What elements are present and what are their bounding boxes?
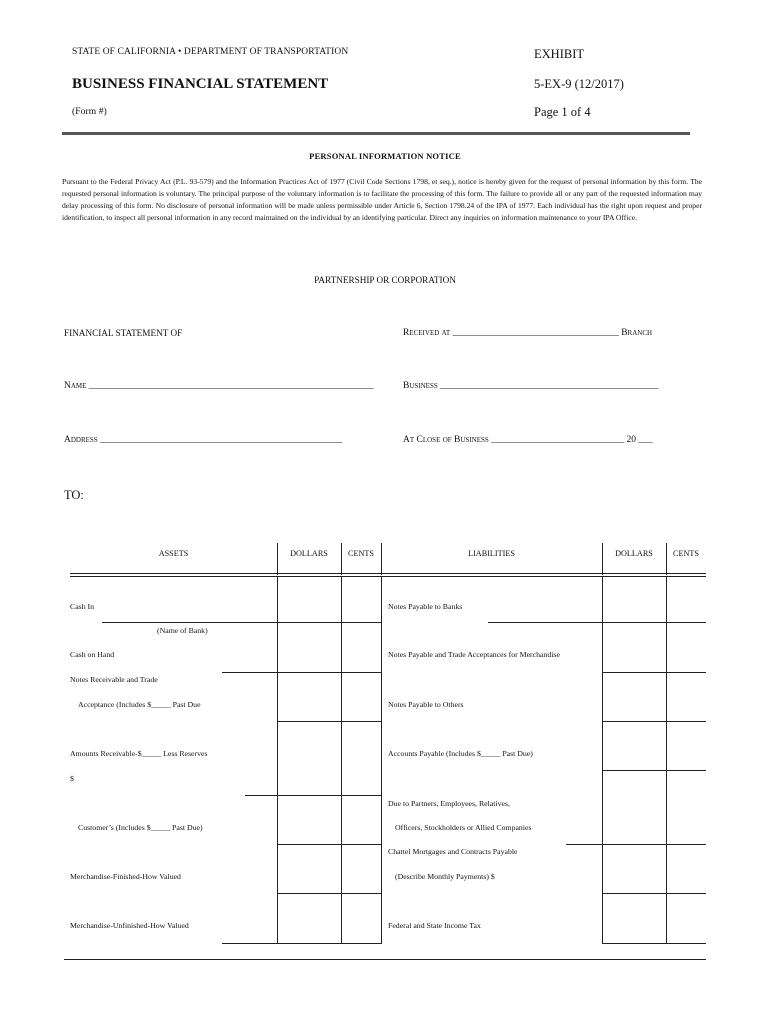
hdr-divider (341, 543, 342, 575)
col-divider (277, 577, 278, 944)
asset-notes-receivable: Notes Receivable and Trade (70, 675, 158, 684)
liab-accounts-payable: Accounts Payable (Includes $_____ Past Due) (388, 749, 533, 758)
row-rule (222, 672, 381, 673)
liab-officers: Officers, Stockholders or Allied Companies (395, 823, 532, 832)
header-divider (62, 132, 690, 135)
asset-acceptance: Acceptance (Includes $_____ Past Due (78, 700, 201, 709)
cents-header-left: CENTS (348, 549, 374, 558)
financial-statement-of: FINANCIAL STATEMENT OF (64, 328, 183, 338)
col-divider (666, 577, 667, 944)
asset-cash-on-hand: Cash on Hand (70, 650, 115, 659)
liab-notes-payable-banks: Notes Payable to Banks (388, 602, 463, 611)
exhibit-code: 5-EX-9 (12/2017) (534, 77, 624, 91)
liab-chattel: Chattel Mortgages and Contracts Payable (388, 847, 518, 856)
asset-amounts-receivable: Amounts Receivable-$_____ Less Reserves (70, 749, 208, 758)
dollars-header-left: DOLLARS (290, 549, 328, 558)
row-rule (277, 893, 381, 894)
liab-due-to-partners: Due to Partners, Employees, Relatives, (388, 799, 510, 808)
liabilities-header: LIABILITIES (468, 549, 515, 558)
liab-notes-payable-others: Notes Payable to Others (388, 700, 464, 709)
hdr-divider (381, 543, 382, 575)
asset-merch-finished: Merchandise-Finished-How Valued (70, 872, 181, 881)
liab-federal-tax: Federal and State Income Tax (388, 921, 481, 930)
dollars-header-right: DOLLARS (615, 549, 653, 558)
business-field[interactable]: Business ______________________________________________ (403, 381, 659, 391)
row-rule (602, 770, 706, 771)
col-divider (341, 577, 342, 944)
to-label: TO: (64, 488, 84, 502)
exhibit-label: EXHIBIT (534, 47, 584, 61)
row-rule (602, 672, 706, 673)
header-rule (70, 573, 706, 574)
row-rule (222, 943, 381, 944)
header-rule (70, 576, 706, 577)
entity-type: PARTNERSHIP OR CORPORATION (314, 275, 456, 285)
row-rule (602, 943, 706, 944)
row-rule (602, 721, 706, 722)
received-at-field[interactable]: Received at ___________________________________ Branch (403, 328, 653, 338)
asset-dollar-sign: $ (70, 774, 74, 783)
row-rule (245, 795, 381, 796)
col-divider (602, 577, 603, 944)
assets-header: ASSETS (158, 549, 189, 558)
row-rule (488, 622, 706, 623)
name-field[interactable]: Name ____________________________________________________________ (64, 381, 374, 391)
close-of-business-field[interactable]: At Close of Business ____________________________ 20 ___ (403, 435, 653, 445)
agency-line: STATE OF CALIFORNIA • DEPARTMENT OF TRANSPORTATION (72, 47, 349, 57)
form-title: BUSINESS FINANCIAL STATEMENT (72, 76, 329, 92)
asset-merch-unfinished: Merchandise-Unfinished-How Valued (70, 921, 189, 930)
table-bottom-rule (64, 959, 706, 960)
asset-name-of-bank: (Name of Bank) (157, 626, 208, 635)
address-field[interactable]: Address ___________________________________________________ (64, 435, 343, 445)
row-rule (566, 844, 706, 845)
row-rule (602, 893, 706, 894)
form-number: (Form #) (72, 107, 107, 117)
row-rule (102, 622, 381, 623)
hdr-divider (277, 543, 278, 575)
row-rule (277, 721, 381, 722)
notice-body: Pursuant to the Federal Privacy Act (P.L. 93-579) and the Information Practices Act of 1977 (Civil Code Sections 1798, et seq.), notice is hereby given for the request of personal information by this form. The requested personal information is voluntary. The principal purpose of the voluntary information is to facilitate the processing of this form. The failure to provide all or any part of the requested information may delay processing of this form. No disclosure of personal information will be made unless permissible under Article 6, Section 1798.24 of the IPA of 1977. Each individual has the right upon request and proper identification, to inspect all personal information in any record maintained on the individual by an identifying particular. Direct any inquiries on information maintenance to your IPA Office. (62, 177, 702, 222)
col-divider (381, 577, 382, 944)
liab-notes-payable-trade: Notes Payable and Trade Acceptances for Merchandise (388, 650, 560, 659)
notice-title: PERSONAL INFORMATION NOTICE (309, 151, 461, 161)
asset-customers: Customer’s (Includes $_____ Past Due) (78, 823, 203, 832)
hdr-divider (666, 543, 667, 575)
page-indicator: Page 1 of 4 (534, 105, 591, 119)
hdr-divider (602, 543, 603, 575)
cents-header-right: CENTS (673, 549, 699, 558)
liab-describe: (Describe Monthly Payments) $ (395, 872, 495, 881)
asset-cash-in: Cash In (70, 602, 95, 611)
row-rule (277, 844, 381, 845)
